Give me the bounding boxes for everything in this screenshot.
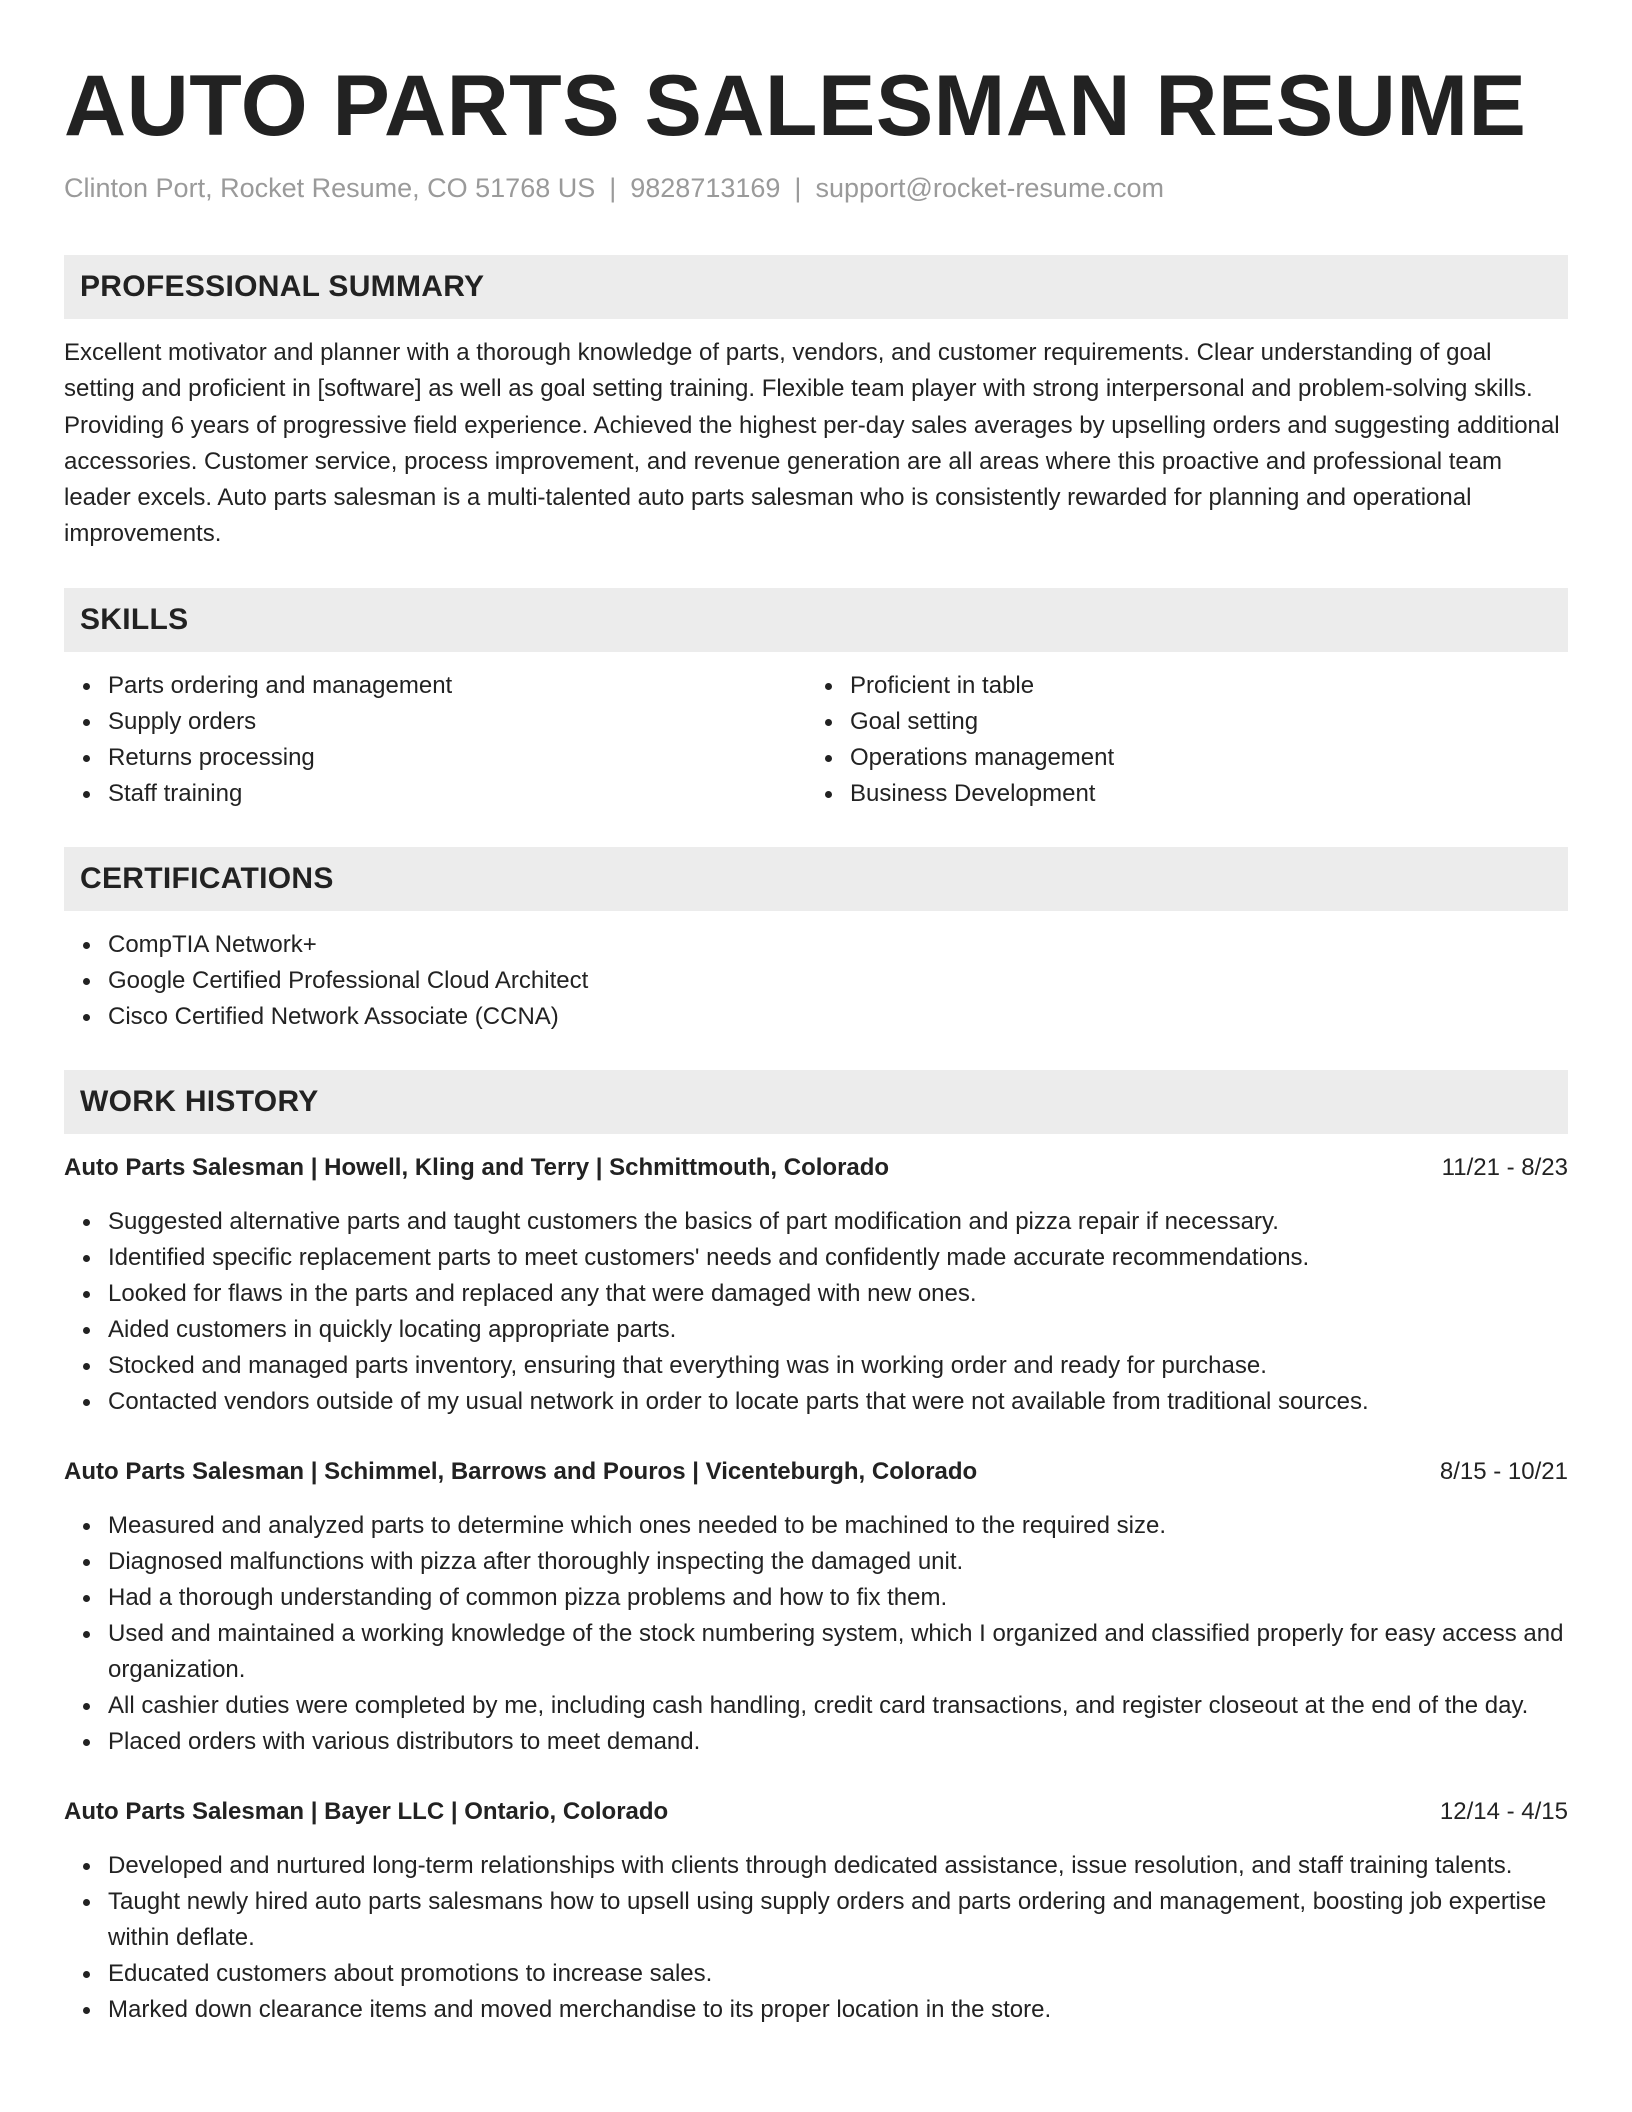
job-dates: 12/14 - 4/15 [1439,1797,1568,1825]
resume-page [64,0,1568,2028]
job-bullet: Placed orders with various distributors to meet demand. [108,1724,1568,1760]
skill-item: Business Development [850,776,1548,812]
skills-grid [64,668,1568,812]
summary-section [64,255,1568,553]
job-dates: 8/15 - 10/21 [1439,1457,1568,1485]
job-bullet: Diagnosed malfunctions with pizza after thoroughly inspecting the damaged unit. [108,1544,1568,1580]
skills-column-right [806,668,1548,812]
job-bullet: Had a thorough understanding of common pizza problems and how to fix them. [108,1580,1568,1616]
skill-item: Supply orders [108,704,806,740]
job-bullet: Stocked and managed parts inventory, ensuring that everything was in working order and ready for purchase. [108,1348,1568,1384]
summary-heading: PROFESSIONAL SUMMARY [64,255,1568,319]
job-header [64,1794,1568,1830]
contact-separator: | [794,173,802,203]
skills-section [64,588,1568,812]
contact-phone[interactable]: 9828713169 [630,173,781,203]
job-bullet: Marked down clearance items and moved merchandise to its proper location in the store. [108,1992,1568,2028]
contact-line [64,170,1568,206]
job-bullet: Suggested alternative parts and taught customers the basics of part modification and pizza repair if necessary. [108,1204,1568,1240]
certification-item: CompTIA Network+ [108,927,1568,963]
summary-text: Excellent motivator and planner with a thorough knowledge of parts, vendors, and customer requirements. Clear understanding of goal setting and proficient in [software] as well as goal setting training. Flexible team player with strong interpersonal and problem-solving skills. Providing 6 years of progressive field experience. Achieved the highest per-day sales averages by upselling orders and suggesting additional accessories. Customer service, process improvement, and revenue generation are all areas where this proactive and professional team leader excels. Auto parts salesman is a multi-talented auto parts salesman who is consistently rewarded for planning and operational improvements. [64,339,1560,548]
resume-title: AUTO PARTS SALESMAN RESUME [64,58,1527,154]
certifications-section [64,847,1568,1035]
skill-item: Operations management [850,740,1548,776]
job-bullet: Measured and analyzed parts to determine which ones needed to be machined to the required size. [108,1508,1568,1544]
work-history-heading: WORK HISTORY [64,1070,1568,1134]
job-entry [64,1150,1568,1420]
job-bullet: Educated customers about promotions to increase sales. [108,1956,1568,1992]
skill-item: Proficient in table [850,668,1548,704]
contact-address: Clinton Port, Rocket Resume, CO 51768 US [64,173,596,203]
job-bullet: Contacted vendors outside of my usual network in order to locate parts that were not available from traditional sources. [108,1384,1568,1420]
skills-heading: SKILLS [64,588,1568,652]
job-header [64,1150,1568,1186]
job-header [64,1454,1568,1490]
skill-item: Returns processing [108,740,806,776]
job-title: Auto Parts Salesman | Schimmel, Barrows and Pouros | Vicenteburgh, Colorado [64,1457,978,1485]
certification-item: Google Certified Professional Cloud Architect [108,963,1568,999]
work-history-section [64,1070,1568,2028]
job-bullet: Used and maintained a working knowledge of the stock numbering system, which I organized and classified properly for easy access and organization. [108,1616,1568,1688]
skill-item: Goal setting [850,704,1548,740]
job-dates: 11/21 - 8/23 [1441,1153,1568,1181]
contact-separator: | [609,173,617,203]
job-entry [64,1454,1568,1760]
certification-item: Cisco Certified Network Associate (CCNA) [108,999,1568,1035]
job-title: Auto Parts Salesman | Bayer LLC | Ontario, Colorado [64,1797,669,1825]
certifications-heading: CERTIFICATIONS [64,847,1568,911]
job-bullet: Looked for flaws in the parts and replaced any that were damaged with new ones. [108,1276,1568,1312]
job-bullet: Developed and nurtured long-term relationships with clients through dedicated assistance, issue resolution, and staff training talents. [108,1848,1568,1884]
skills-column-left [64,668,806,812]
skill-item: Staff training [108,776,806,812]
job-bullet: All cashier duties were completed by me, including cash handling, credit card transactions, and register closeout at the end of the day. [108,1688,1568,1724]
contact-email[interactable]: support@rocket-resume.com [815,173,1164,203]
job-bullet: Aided customers in quickly locating appropriate parts. [108,1312,1568,1348]
job-title: Auto Parts Salesman | Howell, Kling and Terry | Schmittmouth, Colorado [64,1153,890,1181]
job-bullet: Identified specific replacement parts to meet customers' needs and confidently made accurate recommendations. [108,1240,1568,1276]
job-bullet: Taught newly hired auto parts salesmans how to upsell using supply orders and parts ordering and management, boosting job expertise within deflate. [108,1884,1568,1956]
job-entry [64,1794,1568,2028]
skill-item: Parts ordering and management [108,668,806,704]
